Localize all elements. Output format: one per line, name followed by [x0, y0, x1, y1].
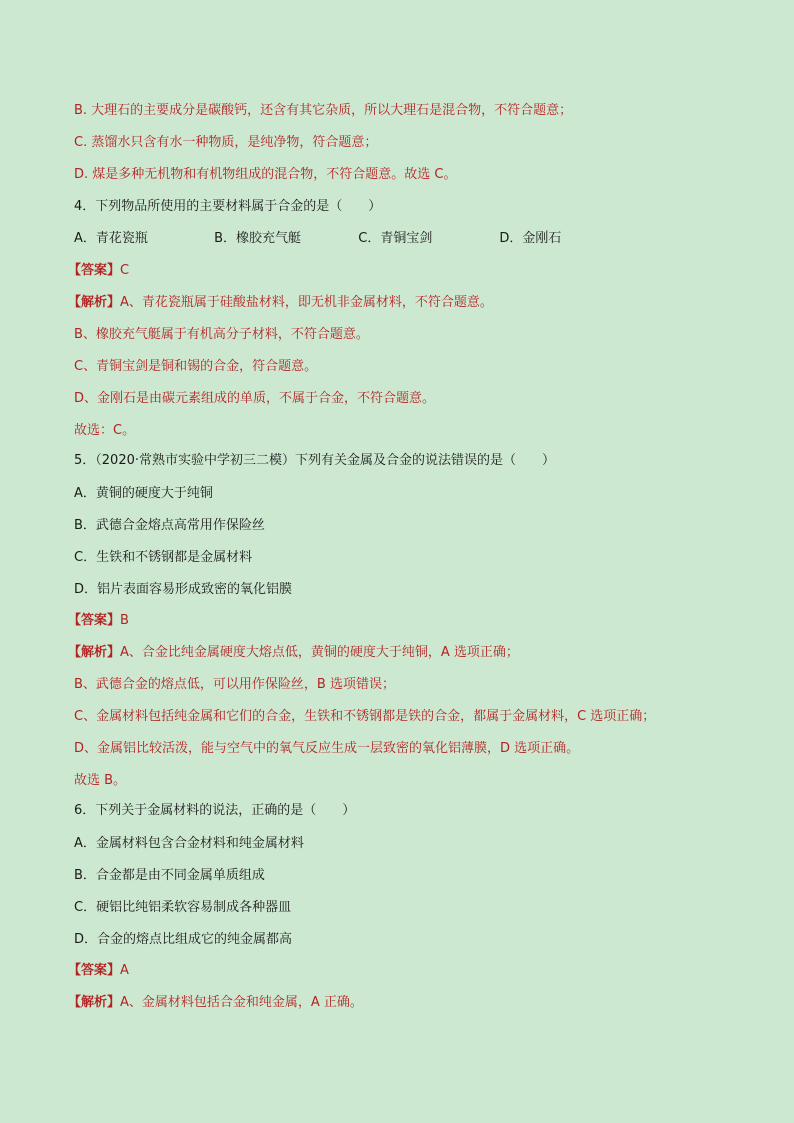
q5-option-c: C．生铁和不锈钢都是金属材料	[74, 550, 253, 565]
q3-explain-d: D. 煤是多种无机物和有机物组成的混合物，不符合题意。故选 C。	[74, 167, 457, 182]
answer-tag: 【答案】	[68, 963, 121, 978]
q4-option-a: A．青花瓷瓶	[74, 231, 148, 246]
answer-6	[68, 962, 129, 980]
answer-value: B	[120, 613, 129, 628]
q6-option-d: D．合金的熔点比组成它的纯金属都高	[74, 932, 293, 947]
explain-tag: 【解析】	[68, 995, 121, 1010]
explain-text: A、青花瓷瓶属于硅酸盐材料，即无机非金属材料，不符合题意。	[120, 295, 493, 310]
question-5: 5．（2020·常熟市实验中学初三二模）下列有关金属及合金的说法错误的是（ ）	[74, 453, 555, 468]
explain-5-a	[68, 644, 519, 662]
answer-tag: 【答案】	[68, 263, 121, 278]
q3-explain-b: B. 大理石的主要成分是碳酸钙，还含有其它杂质，所以大理石是混合物，不符合题意；	[74, 103, 573, 118]
q4-option-d: D．金刚石	[499, 231, 562, 246]
question-4: 4．下列物品所使用的主要材料属于合金的是（ ）	[74, 199, 382, 214]
answer-5	[68, 612, 129, 630]
answer-value: C	[120, 263, 130, 278]
explain-text: A、金属材料包括合金和纯金属，A 正确。	[120, 995, 363, 1010]
explain-6-a	[68, 994, 363, 1012]
explain-5-d: D、金属铝比较活泼，能与空气中的氧气反应生成一层致密的氧化铝薄膜，D 选项正确。	[74, 741, 580, 756]
explain-5-b: B、武德合金的熔点低，可以用作保险丝，B 选项错误；	[74, 677, 395, 692]
explain-5-c: C、金属材料包括纯金属和它们的合金，生铁和不锈钢都是铁的合金，都属于金属材料，C 选项正确；	[74, 709, 656, 724]
question-4-options	[74, 230, 561, 248]
explain-4-c: C、青铜宝剑是铜和锡的合金，符合题意。	[74, 359, 318, 374]
q3-explain-c: C. 蒸馏水只含有水一种物质，是纯净物，符合题意；	[74, 135, 378, 150]
question-6: 6．下列关于金属材料的说法，正确的是（ ）	[74, 803, 356, 818]
answer-4	[68, 262, 129, 280]
explain-text: A、合金比纯金属硬度大熔点低，黄铜的硬度大于纯铜，A 选项正确；	[120, 645, 519, 660]
q5-option-a: A．黄铜的硬度大于纯铜	[74, 486, 213, 501]
q4-option-c: C．青铜宝剑	[358, 231, 433, 246]
q6-option-a: A．金属材料包含合金材料和纯金属材料	[74, 836, 304, 851]
q5-option-b: B．武德合金熔点高常用作保险丝	[74, 518, 265, 533]
answer-value: A	[120, 963, 129, 978]
explain-4-d: D、金刚石是由碳元素组成的单质，不属于合金，不符合题意。	[74, 391, 436, 406]
explain-5-conclusion: 故选 B。	[74, 773, 127, 788]
explain-4-a	[68, 294, 493, 312]
explain-tag: 【解析】	[68, 645, 121, 660]
q5-option-d: D．铝片表面容易形成致密的氧化铝膜	[74, 582, 293, 597]
q6-option-b: B．合金都是由不同金属单质组成	[74, 868, 265, 883]
answer-tag: 【答案】	[68, 613, 121, 628]
explain-4-conclusion: 故选：C。	[74, 423, 136, 438]
q6-option-c: C．硬铝比纯铝柔软容易制成各种器皿	[74, 900, 292, 915]
explain-4-b: B、橡胶充气艇属于有机高分子材料，不符合题意。	[74, 327, 369, 342]
explain-tag: 【解析】	[68, 295, 121, 310]
q4-option-b: B．橡胶充气艇	[214, 231, 302, 246]
